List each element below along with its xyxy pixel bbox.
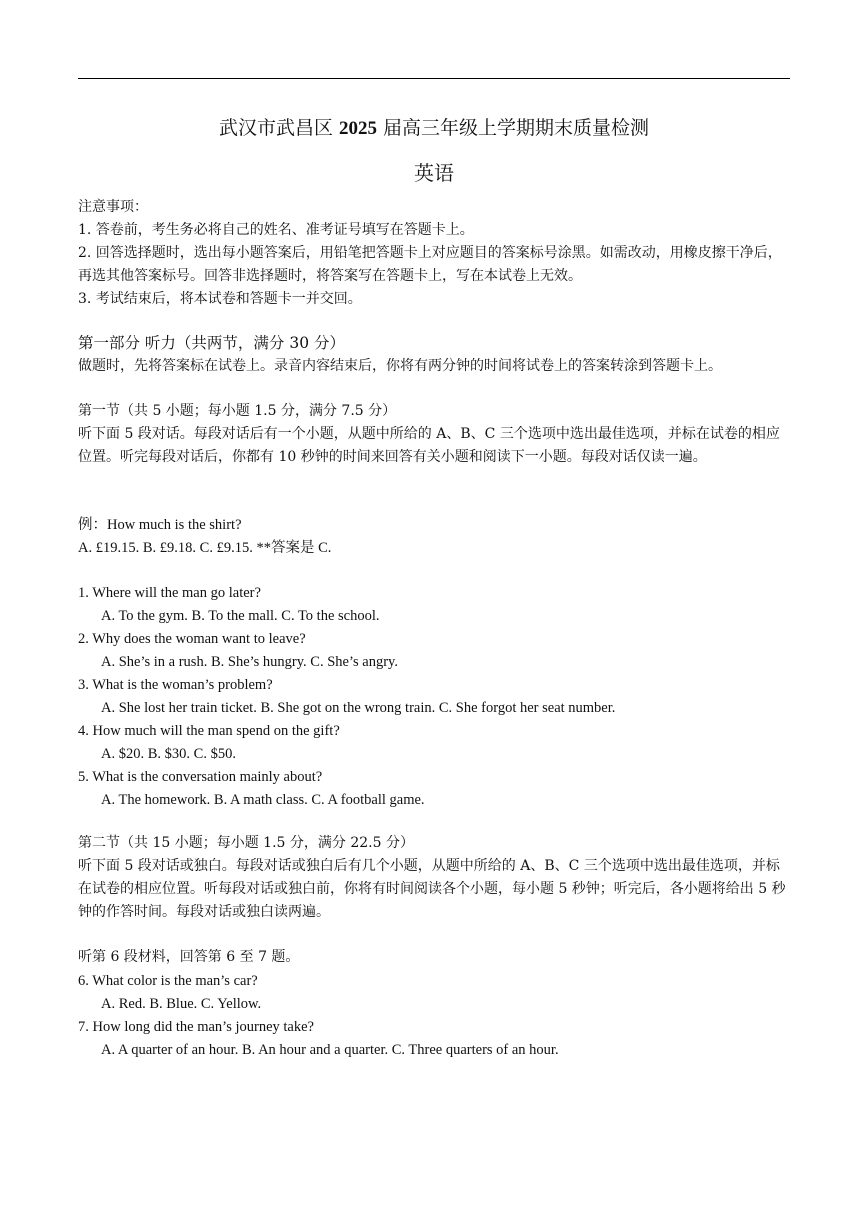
notes-item: 1. 答卷前，考生务必将自己的姓名、准考证号填写在答题卡上。 [78, 222, 474, 238]
question: 4. How much will the man spend on the gift? [78, 723, 340, 739]
question: 3. What is the woman’s problem? [78, 677, 273, 693]
section1-instruction: 听下面 5 段对话。每段对话后有一个小题，从题中所给的 A、B、C 三个选项中选出最佳选项，并标在试卷的相应位置。听完每段对话后，你都有 10 秒钟的时间来回答有关小题和阅读下一小题。每段对话仅读一遍。 [78, 426, 780, 465]
question-options: A. Red. B. Blue. C. Yellow. [101, 996, 262, 1012]
subject-title: 英语 [414, 161, 454, 185]
part1-block [78, 332, 791, 378]
section1-questions [78, 582, 791, 812]
example-question: 例：How much is the shirt? [78, 517, 242, 533]
question: 2. Why does the woman want to leave? [78, 631, 306, 647]
question-options: A. She’s in a rush. B. She’s hungry. C. She’s angry. [101, 654, 398, 670]
question: 5. What is the conversation mainly about? [78, 769, 323, 785]
section1-block [78, 400, 791, 469]
top-rule [78, 78, 790, 79]
question-options: A. She lost her train ticket. B. She got on the wrong train. C. She forgot her seat number. [101, 700, 616, 716]
notes-item: 3. 考试结束后，将本试卷和答题卡一并交回。 [78, 291, 362, 307]
notes-heading: 注意事项： [78, 199, 148, 215]
section1-heading: 第一节（共 5 小题；每小题 1.5 分，满分 7.5 分） [78, 403, 397, 419]
section2-instruction: 听下面 5 段对话或独白。每段对话或独白后有几个小题，从题中所给的 A、B、C 三个选项中选出最佳选项，并标在试卷的相应位置。听每段对话或独白前，你将有时间阅读各个小题，每小题 5 秒钟；听完后，各小题将给出 5 秒钟的作答时间。每段对话或独白读两遍。 [78, 858, 786, 920]
question-options: A. To the gym. B. To the mall. C. To the school. [101, 608, 380, 624]
part1-heading: 第一部分 听力（共两节，满分 30 分） [78, 334, 346, 352]
question-options: A. A quarter of an hour. B. An hour and a quarter. C. Three quarters of an hour. [101, 1042, 559, 1058]
example-options: A. £19.15. B. £9.18. C. £9.15. **答案是 C. [78, 540, 332, 556]
title-prefix: 武汉市武昌区 [218, 117, 333, 139]
material-note: 听第 6 段材料，回答第 6 至 7 题。 [78, 949, 300, 965]
notes-block [78, 196, 791, 311]
question: 6. What color is the man’s car? [78, 973, 258, 989]
title-suffix: 届高三年级上学期期末质量检测 [383, 117, 650, 139]
title-year: 2025 [339, 118, 377, 139]
part1-instruction: 做题时，先将答案标在试卷上。录音内容结束后，你将有两分钟的时间将试卷上的答案转涂到答题卡上。 [78, 358, 722, 374]
section2-questions [78, 970, 791, 1062]
notes-item: 2. 回答选择题时，选出每小题答案后，用铅笔把答题卡上对应题目的答案标号涂黑。如需改动，用橡皮擦干净后，再选其他答案标号。回答非选择题时，将答案写在答题卡上，写在本试卷上无效。 [78, 245, 782, 284]
example-block [78, 514, 791, 560]
question: 7. How long did the man’s journey take? [78, 1019, 314, 1035]
question-options: A. The homework. B. A math class. C. A football game. [101, 792, 425, 808]
question: 1. Where will the man go later? [78, 585, 261, 601]
section2-block [78, 832, 791, 924]
material-block [78, 946, 791, 969]
page-title [0, 116, 868, 141]
section2-heading: 第二节（共 15 小题；每小题 1.5 分，满分 22.5 分） [78, 835, 414, 851]
question-options: A. $20. B. $30. C. $50. [101, 746, 236, 762]
